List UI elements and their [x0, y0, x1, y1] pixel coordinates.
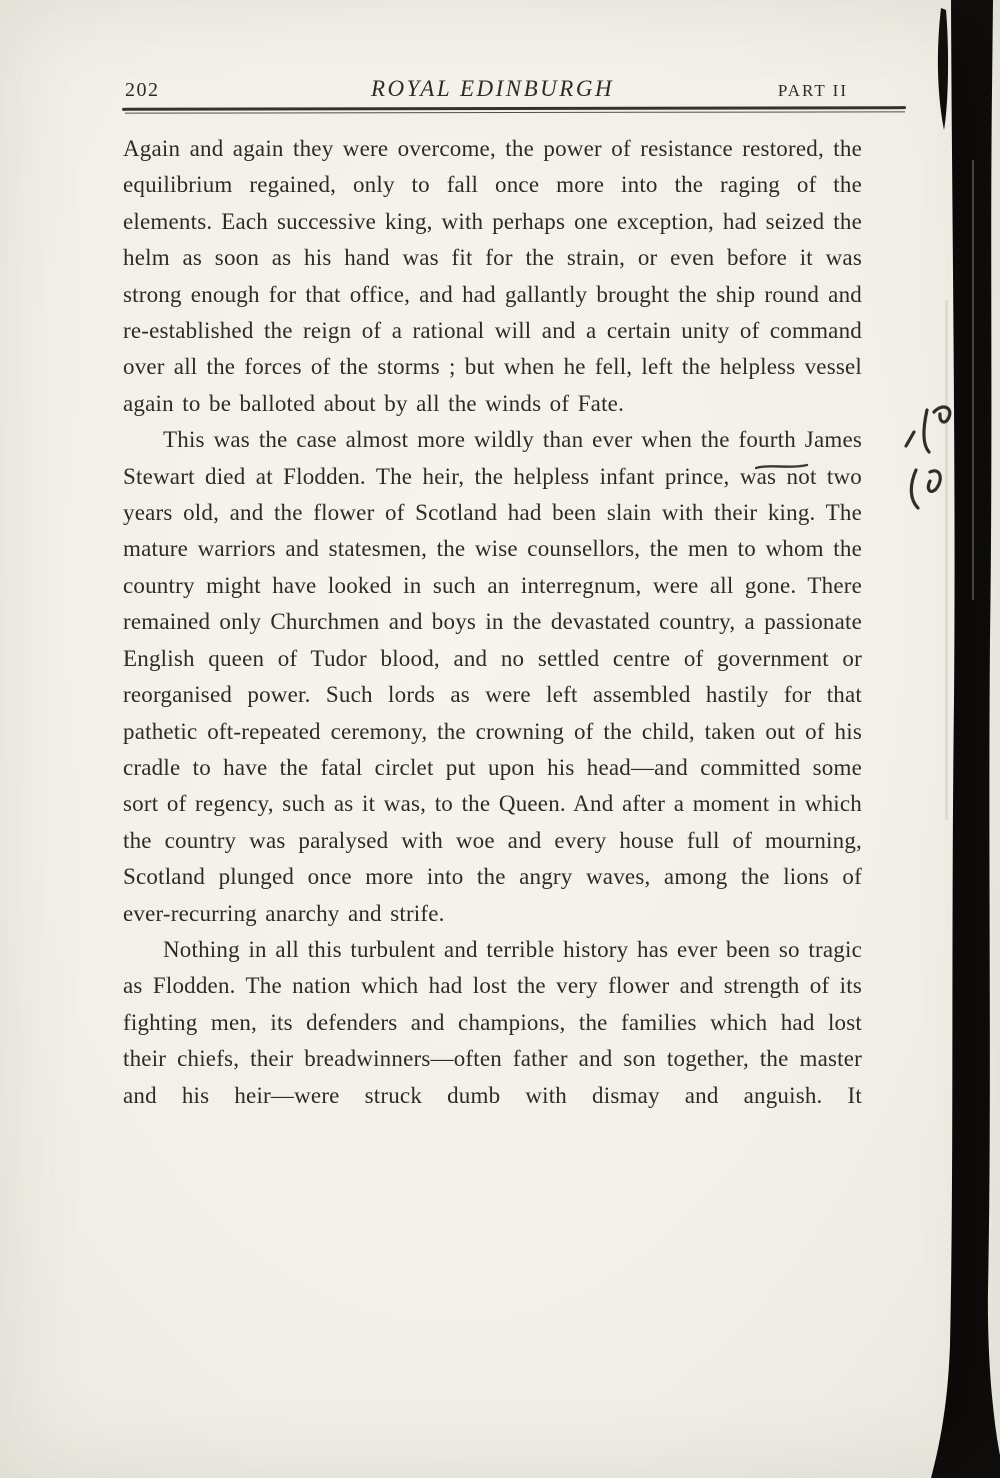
header-title: ROYAL EDINBURGH [370, 76, 615, 101]
page-number: 202 [125, 79, 160, 101]
paragraph: Nothing in all this turbulent and terrible history has ever been so tragic as Flodden. The nation which had lost the very flower and strength of its fighting men, its defenders and champions, the families which had lost their chiefs, their breadwinners—often father and son together, the master and his heir—were struck dumb with dismay and anguish. It [123, 936, 862, 1108]
header-rule [122, 107, 906, 115]
paragraph: Again and again they were overcome, the power of resistance restored, the equilibrium regained, only to fall once more into the raging of the elements. Each successive king, with perhaps one exception, had seized the helm as soon as his hand was fit for the strain, or even before it was strong enough for that office, and had gallantly brought the ship round and re-established the reign of a rational will and a certain unity of command over all the forces of the storms ; but when he fell, left the helpless vessel again to be balloted about by all the winds of Fate. [123, 136, 862, 416]
scan-edge-shadow [915, 0, 1000, 1478]
running-header [123, 72, 862, 102]
page-body [123, 131, 862, 1114]
handwritten-underline [755, 462, 810, 472]
handwritten-ink-marks [903, 396, 983, 516]
paragraph: This was the case almost more wildly than ever when the fourth James Stewart died at Flodden. The heir, the helpless infant prince, was not two years old, and the flower of Scotland had been slain with their king. The mature warriors and statesmen, the wise counsellors, the men to whom the country might have looked in such an interregnum, were all gone. There remained only Churchmen and boys in the devastated country, a passionate English queen of Tudor blood, and no settled centre of government or reorganised power. Such lords as were left assembled hastily for that pathetic oft-repeated ceremony, the crowning of the child, taken out of his cradle to have the fatal circlet put upon his head—and committed some sort of regency, such as it was, to the Queen. And after a moment in which the country was paralysed with woe and every house full of mourning, Scotland plunged once more into the angry waves, among the lions of ever-recurring anarchy and strife. [123, 427, 862, 926]
header-part-label: PART II [777, 81, 848, 100]
